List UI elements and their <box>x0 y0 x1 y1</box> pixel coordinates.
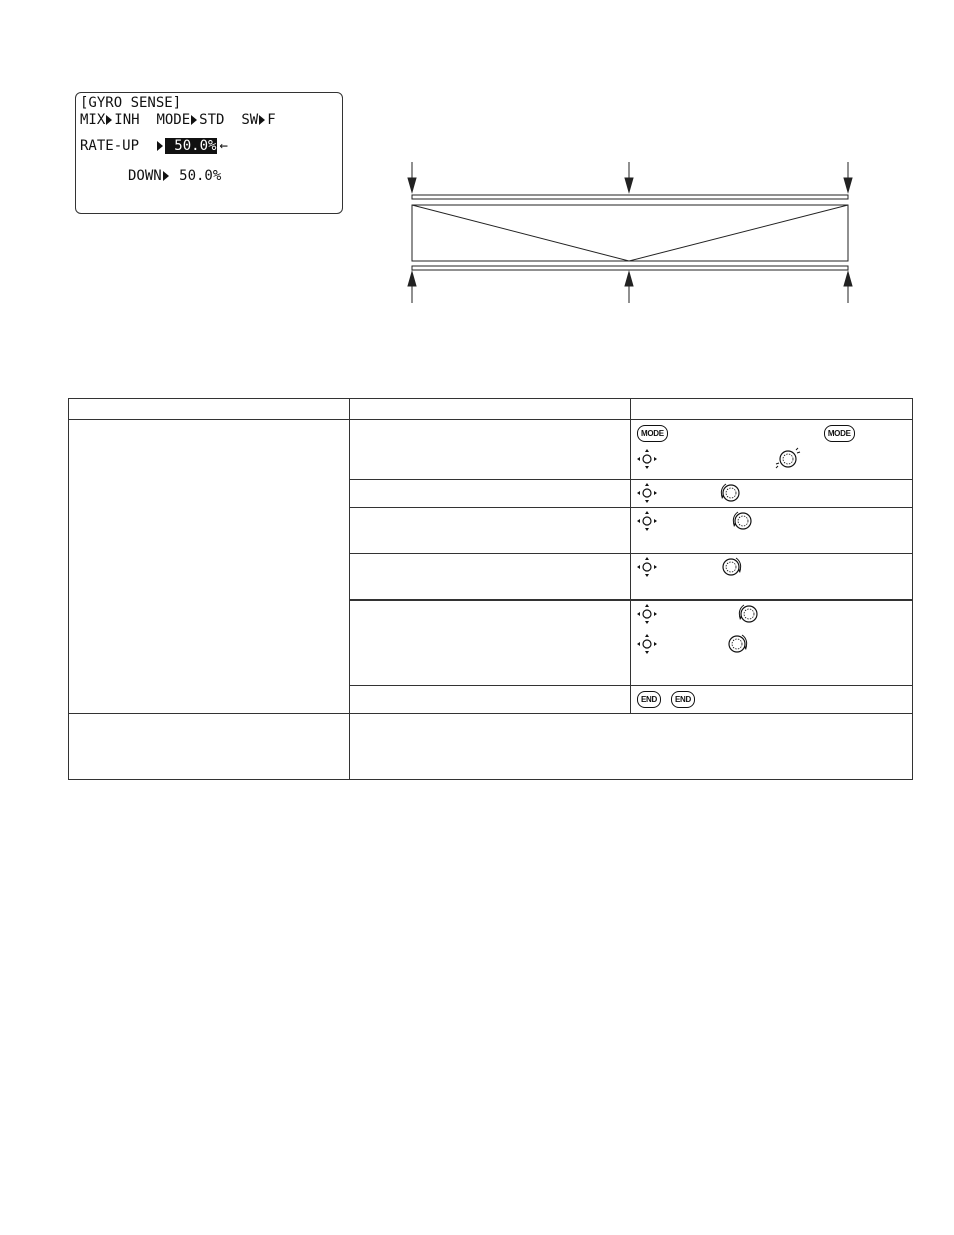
sw-label: SW <box>241 112 259 128</box>
sw-value[interactable]: F <box>267 112 276 128</box>
table-row <box>69 420 913 480</box>
mix-label: MIX <box>80 112 106 128</box>
procedure-cell <box>350 420 631 480</box>
triangle-icon <box>106 115 112 125</box>
down-value[interactable]: 50.0% <box>170 168 222 184</box>
joystick-cursor-icon <box>637 482 657 504</box>
end-button-icon[interactable]: END <box>637 691 661 708</box>
lcd-settings-row <box>80 112 276 128</box>
operation-cell <box>631 554 913 600</box>
table-row <box>69 714 913 780</box>
top-left-arrow-icon <box>408 162 416 192</box>
operation-cell <box>631 686 913 714</box>
down-label: DOWN <box>128 168 162 184</box>
mode-value[interactable]: STD <box>199 112 225 128</box>
top-center-arrow-icon <box>625 162 633 192</box>
operation-cell <box>631 420 913 480</box>
operation-cell <box>631 508 913 554</box>
note-content-cell <box>350 714 913 780</box>
joystick-cursor-icon <box>637 556 657 578</box>
bottom-right-arrow-icon <box>844 272 852 303</box>
rate-up-label: RATE-UP <box>80 138 140 154</box>
procedure-cell <box>350 600 631 686</box>
dial-press-icon[interactable] <box>775 447 801 471</box>
upper-range-bar <box>412 195 848 199</box>
mode-button-icon[interactable]: MODE <box>824 425 855 442</box>
triangle-icon <box>191 115 197 125</box>
triangle-icon <box>163 171 169 181</box>
triangle-icon <box>259 115 265 125</box>
operation-cell <box>631 480 913 508</box>
dial-rotate-cw-icon[interactable] <box>719 555 743 579</box>
procedure-cell <box>350 554 631 600</box>
end-button-icon[interactable]: END <box>671 691 695 708</box>
mode-label: MODE <box>156 112 191 128</box>
rate-curve <box>412 205 848 261</box>
triangle-icon <box>157 141 163 151</box>
lower-range-bar <box>412 266 848 270</box>
lcd-screen <box>75 92 343 214</box>
bottom-left-arrow-icon <box>408 272 416 303</box>
dial-rotate-ccw-icon[interactable] <box>737 602 761 626</box>
joystick-cursor-icon <box>637 510 657 532</box>
rate-box <box>412 205 848 261</box>
joystick-cursor-icon <box>637 603 657 625</box>
rate-up-value[interactable]: 50.0% <box>165 138 217 154</box>
joystick-cursor-icon <box>637 633 657 655</box>
top-right-arrow-icon <box>844 162 852 192</box>
dial-rotate-ccw-icon[interactable] <box>731 509 755 533</box>
note-label-cell <box>69 714 350 780</box>
header-cell-setting <box>69 399 350 420</box>
lcd-down-row <box>128 168 221 184</box>
bottom-center-arrow-icon <box>625 272 633 303</box>
procedure-cell <box>350 508 631 554</box>
mode-button-icon[interactable]: MODE <box>637 425 668 442</box>
joystick-cursor-icon <box>637 448 657 470</box>
table-header-row <box>69 399 913 420</box>
cursor-arrow-icon: ← <box>219 138 228 154</box>
procedure-cell <box>350 480 631 508</box>
lcd-rate-up-row <box>80 138 228 154</box>
dial-rotate-ccw-icon[interactable] <box>719 481 743 505</box>
procedure-cell <box>350 686 631 714</box>
header-cell-procedure <box>350 399 631 420</box>
header-cell-operation <box>631 399 913 420</box>
operation-cell <box>631 600 913 686</box>
operation-table <box>68 398 913 780</box>
mix-value[interactable]: INH <box>114 112 140 128</box>
lcd-title: [GYRO SENSE] <box>80 95 182 111</box>
dial-rotate-cw-icon[interactable] <box>725 632 749 656</box>
setting-description-cell <box>69 420 350 714</box>
rate-diagram <box>400 160 870 310</box>
